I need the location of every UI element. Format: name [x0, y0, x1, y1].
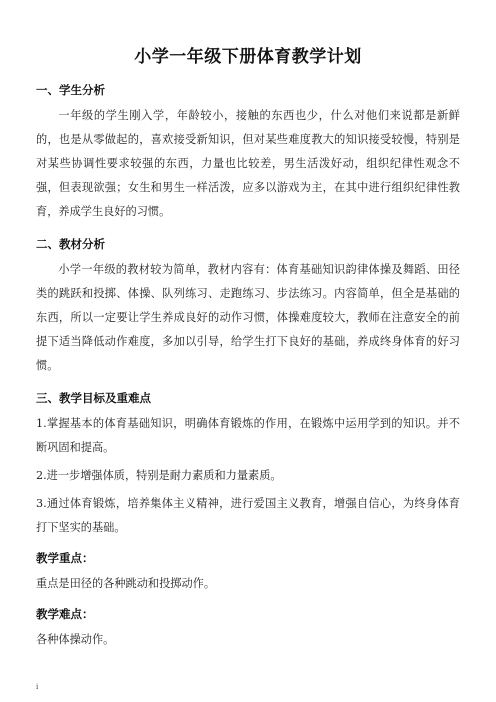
goal-item-1: 1.掌握基本的体育基础知识，明确体育锻炼的作用，在锻炼中运用学到的知识。并不断巩固和提高。 [36, 417, 460, 454]
section-text-student-analysis: 一年级的学生刚入学，年龄较小，接触的东西也少，什么对他们来说都是新鲜的，也是从零做起的，喜欢接受新知识，但对某些难度教大的知识接受较慢，特别是对某些协调性要求较强的东西，力量也比较差，男生活泼好动，组织纪律性观念不强，但表现欲强；女生和男生一样活泼，应多以游戏为主，在其中进行组织纪律性教育，养成学生良好的习惯。 [36, 109, 460, 218]
page-footer-mark: i [36, 683, 39, 691]
section-text-material-analysis: 小学一年级的教材较为简单，教材内容有：体育基础知识韵律体操及舞蹈、田径类的跳跃和投掷、体操、队列练习、走跑练习、步法练习。内容简单，但全是基础的东西，所以一定要让学生养成良好的动作习惯，体操难度较大，教师在注意安全的前提下适当降低动作难度，多加以引导，给学生打下良好的基础，养成终身体育的好习惯。 [36, 263, 460, 372]
section-heading-student-analysis: 一、学生分析 [36, 83, 105, 97]
section-heading-material-analysis: 二、教材分析 [36, 237, 105, 251]
goal-item-2: 2.进一步增强体质，特别是耐力素质和力量素质。 [36, 469, 282, 482]
key-points-text: 重点是田径的各种跳动和投掷动作。 [36, 577, 216, 590]
goal-item-3: 3.通过体育锻炼，培养集体主义精神，进行爱国主义教育，增强自信心，为终身体育打下坚实的基础。 [36, 497, 460, 534]
key-points-heading: 教学重点： [36, 551, 94, 565]
difficult-points-text: 各种体操动作。 [36, 633, 115, 646]
document-title: 小学一年级下册体育教学计划 [134, 47, 362, 67]
section-heading-goals: 三、教学目标及重难点 [36, 391, 151, 405]
difficult-points-heading: 教学难点： [36, 607, 94, 621]
